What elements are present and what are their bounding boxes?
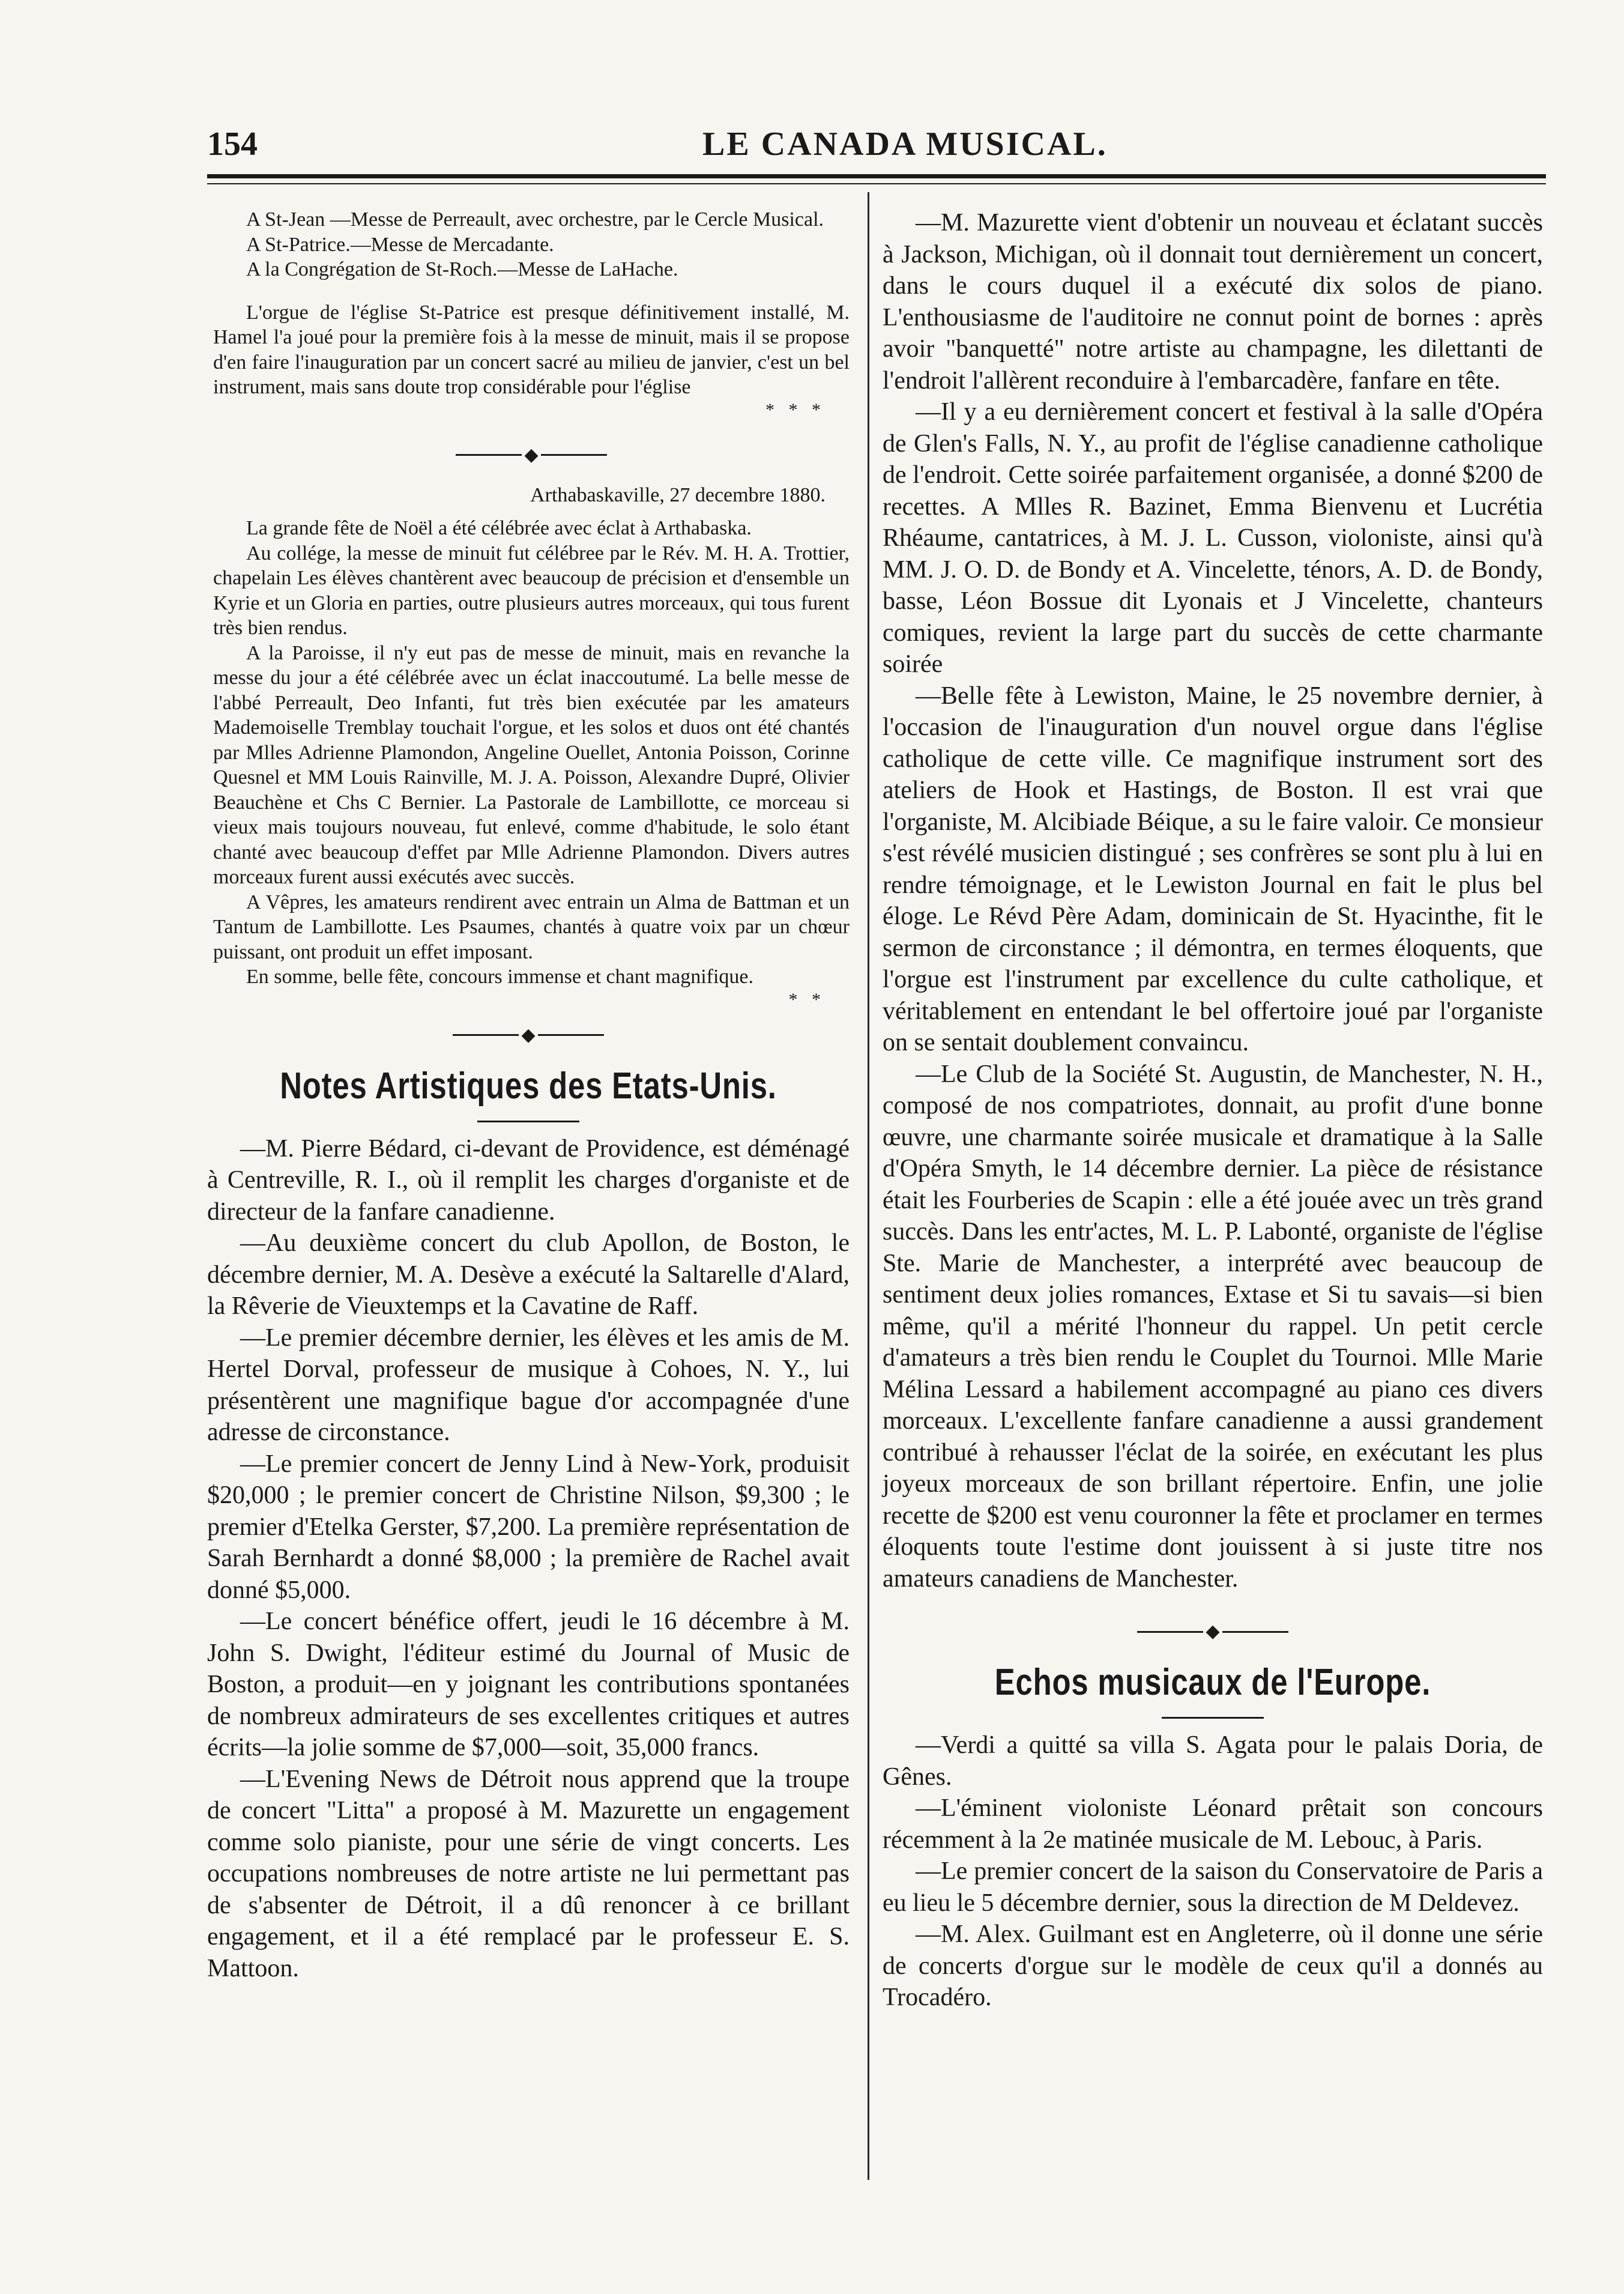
mass-listing: A la Congrégation de St-Roch.—Messe de LaHache. bbox=[246, 258, 678, 280]
section-stars: * * bbox=[788, 989, 826, 1009]
usa-note: —Il y a eu dernièrement concert et festival à la salle d'Opéra de Glen's Falls, N. Y., au profit de l'église canadienne catholique de l'endroit. Cette soirée parfaitement organisée, a donné $200 de recettes. A Mlles R. Bazinet, Emma Bienvenu et Lucrétia Rhéaume, cantatrices, à M. J. L. Cusson, violoniste, ainsi qu'à MM. J. O. D. de Bondy et A. Vincelette, ténors, A. D. de Bondy, basse, Léon Bossue dit Lyonais et J Vincelette, chanteurs comiques, revient la large part du succès de cette charmante soirée bbox=[883, 398, 1543, 678]
mass-listing: A St-Jean —Messe de Perreault, avec orchestre, par le Cercle Musical. bbox=[246, 208, 824, 231]
usa-note: —Le premier concert de Jenny Lind à New-York, produisit $20,000 ; le premier concert de Christine Nilson, $9,300 ; le premier d'Etelka Gerster, $7,200. La première représentation de Sarah Bernhardt a donné $8,000 ; la première de Rachel avait donné $5,000. bbox=[207, 1450, 850, 1604]
usa-note: —Le Club de la Société St. Augustin, de Manchester, N. H., composé de nos compatriotes, donnait, au profit d'une bonne œuvre, une charmante soirée musicale et dramatique à la Salle d'Opéra Smyth, le 14 décembre dernier. La pièce de résistance était les Fourberies de Scapin : elle a été jouée avec un très grand succès. Dans les entr'actes, M. L. P. Labonté, organiste de l'église Ste. Marie de Manchester, a interprété avec beaucoup de sentiment deux jolies romances, Extase et Si tu savais—si bien même, qu'il a mérité l'honneur du rappel. Un petit cercle d'amateurs a très bien rendu le Couplet du Tournoi. Mlle Marie Mélina Lessard a habilement accompagné au piano ces divers morceaux. L'excellente fanfare canadienne a aussi grandement contribué à rehausser l'éclat de la soirée, en exécutant les plus joyeux morceaux de son brillant répertoire. Enfin, une jolie recette de $200 est venu couronner la fête et proclamer en termes éloquents toute l'estime dont jouissent à si juste titre nos amateurs canadiens de Manchester. bbox=[883, 1060, 1543, 1593]
section-ornament: ◆ bbox=[883, 1618, 1543, 1644]
usa-note: —Le premier décembre dernier, les élèves et les amis de M. Hertel Dorval, professeur de musique à Cohoes, N. Y., lui présentèrent une magnifique bague d'or accompagnée d'une adresse de circonstance. bbox=[207, 1324, 850, 1447]
section-stars: * * * bbox=[765, 399, 826, 420]
arthabaska-paragraph: A la Paroisse, il n'y eut pas de messe de minuit, mais en revanche la messe du jour a été célébrée avec un éclat inaccoutumé. La belle messe de l'abbé Perreault, Deo Infanti, fut très bien exécutée par les amateurs Mademoiselle Tremblay touchait l'orgue, et les solos et duos ont été chantés par Mlles Adrienne Plamondon, Angeline Ouellet, Antonia Poisson, Corinne Quesnel et MM Louis Rainville, M. J. A. Poisson, Alexandre Dupré, Olivier Beauchène et Chs C Bernier. La Pastorale de Lambillotte, ce morceau si vieux mais toujours nouveau, fut enlevé, comme d'habitude, le solo étant chanté avec beaucoup d'effet par Mlle Adrienne Plamondon. Divers autres morceaux furent aussi exécutés avec succès. bbox=[213, 641, 850, 889]
small-ornament: ◆ bbox=[213, 442, 850, 467]
organ-note: L'orgue de l'église St-Patrice est presque définitivement installé, M. Hamel l'a joué pour la première fois à la messe de minuit, mais il se propose d'en faire l'inauguration par un concert sacré au milieu de janvier, c'est un bel instrument, mais sans doute trop considérable pour l'église bbox=[213, 301, 850, 398]
usa-note: —Le concert bénéfice offert, jeudi le 16 décembre à M. John S. Dwight, l'éditeur estimé du Journal of Music de Boston, a produit—en y joignant les contributions spontanées de nombreux admirateurs de ses excellentes critiques et autres écrits—la jolie somme de $7,000—soit, 35,000 francs. bbox=[207, 1608, 850, 1762]
usa-note: —M. Pierre Bédard, ci-devant de Providence, est déménagé à Centreville, R. I., où il remplit les charges d'organiste et de directeur de la fanfare canadienne. bbox=[207, 1134, 850, 1226]
europe-note: —M. Alex. Guilmant est en Angleterre, où il donne une série de concerts d'orgue sur le modèle de ceux qu'il a donnés au Trocadéro. bbox=[883, 1920, 1543, 2012]
header-rule bbox=[207, 174, 1546, 178]
mass-listing: A St-Patrice.—Messe de Mercadante. bbox=[246, 233, 554, 256]
europe-note: —Verdi a quitté sa villa S. Agata pour le palais Doria, de Gênes. bbox=[883, 1731, 1543, 1791]
left-column bbox=[207, 207, 850, 1984]
arthabaska-paragraph: A Vêpres, les amateurs rendirent avec entrain un Alma de Battman et un Tantum de Lambillotte. Les Psaumes, chantés à quatre voix par un chœur puissant, ont produit un effet imposant. bbox=[213, 891, 850, 963]
arthabaska-paragraph: Au collége, la messe de minuit fut célébree par le Rév. M. H. A. Trottier, chapelain Les élèves chantèrent avec beaucoup de précision et d'ensemble un Kyrie et un Gloria en parties, outre plusieurs autres morceaux, qui tous furent très bien rendus. bbox=[213, 542, 850, 640]
section-heading-usa: Notes Artistiques des Etats-Unis. bbox=[280, 1065, 777, 1107]
usa-note: —L'Evening News de Détroit nous apprend que la troupe de concert "Litta" a proposé à M. Mazurette un engagement comme solo pianiste, pour une série de vingt concerts. Les occupations nombreuses de notre artiste ne lui permettant pas de s'absenter de Détroit, il a dû renoncer à ce brillant engagement, et il a été remplacé par le professeur E. S. Mattoon. bbox=[207, 1765, 850, 1982]
usa-note: —Au deuxième concert du club Apollon, de Boston, le décembre dernier, M. A. Desève a exécuté la Saltarelle d'Alard, la Rêverie de Vieuxtemps et la Cavatine de Raff. bbox=[207, 1229, 850, 1321]
section-heading-europe: Echos musicaux de l'Europe. bbox=[994, 1662, 1431, 1704]
section-ornament: ◆ bbox=[207, 1022, 850, 1047]
usa-note: —Belle fête à Lewiston, Maine, le 25 novembre dernier, à l'occasion de l'inauguration d'un nouvel orgue dans l'église catholique de cette ville. Ce magnifique instrument sort des ateliers de Hook et Hastings, de Boston. Il est vrai que l'organiste, M. Alcibiade Béique, a su le faire valoir. Ce monsieur s'est révélé musicien distingué ; ses confrères se sont plu à lui en rendre témoignage, et le Lewiston Journal en fait le plus bel éloge. Le Révd Père Adam, dominicain de St. Hyacinthe, fit le sermon de circonstance ; il démontra, en termes éloquents, que l'orgue est l'instrument par excellence du culte catholique, et véritablement en entendant le bel offertoire joué par l'organiste on se sentait doublement convaincu. bbox=[883, 682, 1543, 1056]
page-number: 154 bbox=[207, 126, 258, 163]
dateline: Arthabaskaville, 27 decembre 1880. bbox=[530, 483, 826, 506]
column-divider bbox=[868, 192, 869, 2180]
heading-rule bbox=[1162, 1717, 1264, 1719]
arthabaska-paragraph: La grande fête de Noël a été célébrée avec éclat à Arthabaska. bbox=[246, 517, 752, 540]
heading-rule bbox=[477, 1121, 579, 1122]
right-column bbox=[883, 207, 1543, 2014]
europe-note: —Le premier concert de la saison du Conservatoire de Paris a eu lieu le 5 décembre dernier, sous la direction de M Deldevez. bbox=[883, 1857, 1543, 1917]
arthabaska-paragraph: En somme, belle fête, concours immense et chant magnifique. bbox=[246, 966, 754, 988]
europe-note: —L'éminent violoniste Léonard prêtait son concours récemment à la 2e matinée musicale de M. Lebouc, à Paris. bbox=[883, 1794, 1543, 1854]
running-title: LE CANADA MUSICAL. bbox=[702, 126, 1108, 163]
header-rule-thin bbox=[207, 183, 1546, 184]
usa-note: —M. Mazurette vient d'obtenir un nouveau et éclatant succès à Jackson, Michigan, où il donnait tout dernièrement un concert, dans le cours duquel il a exécuté dix solos de piano. L'enthousiasme de l'auditoire ne connut point de bornes : après avoir "banquetté" notre artiste au champagne, les dilettanti de l'endroit l'allèrent reconduire à l'embarcadère, fanfare en tête. bbox=[883, 209, 1543, 395]
